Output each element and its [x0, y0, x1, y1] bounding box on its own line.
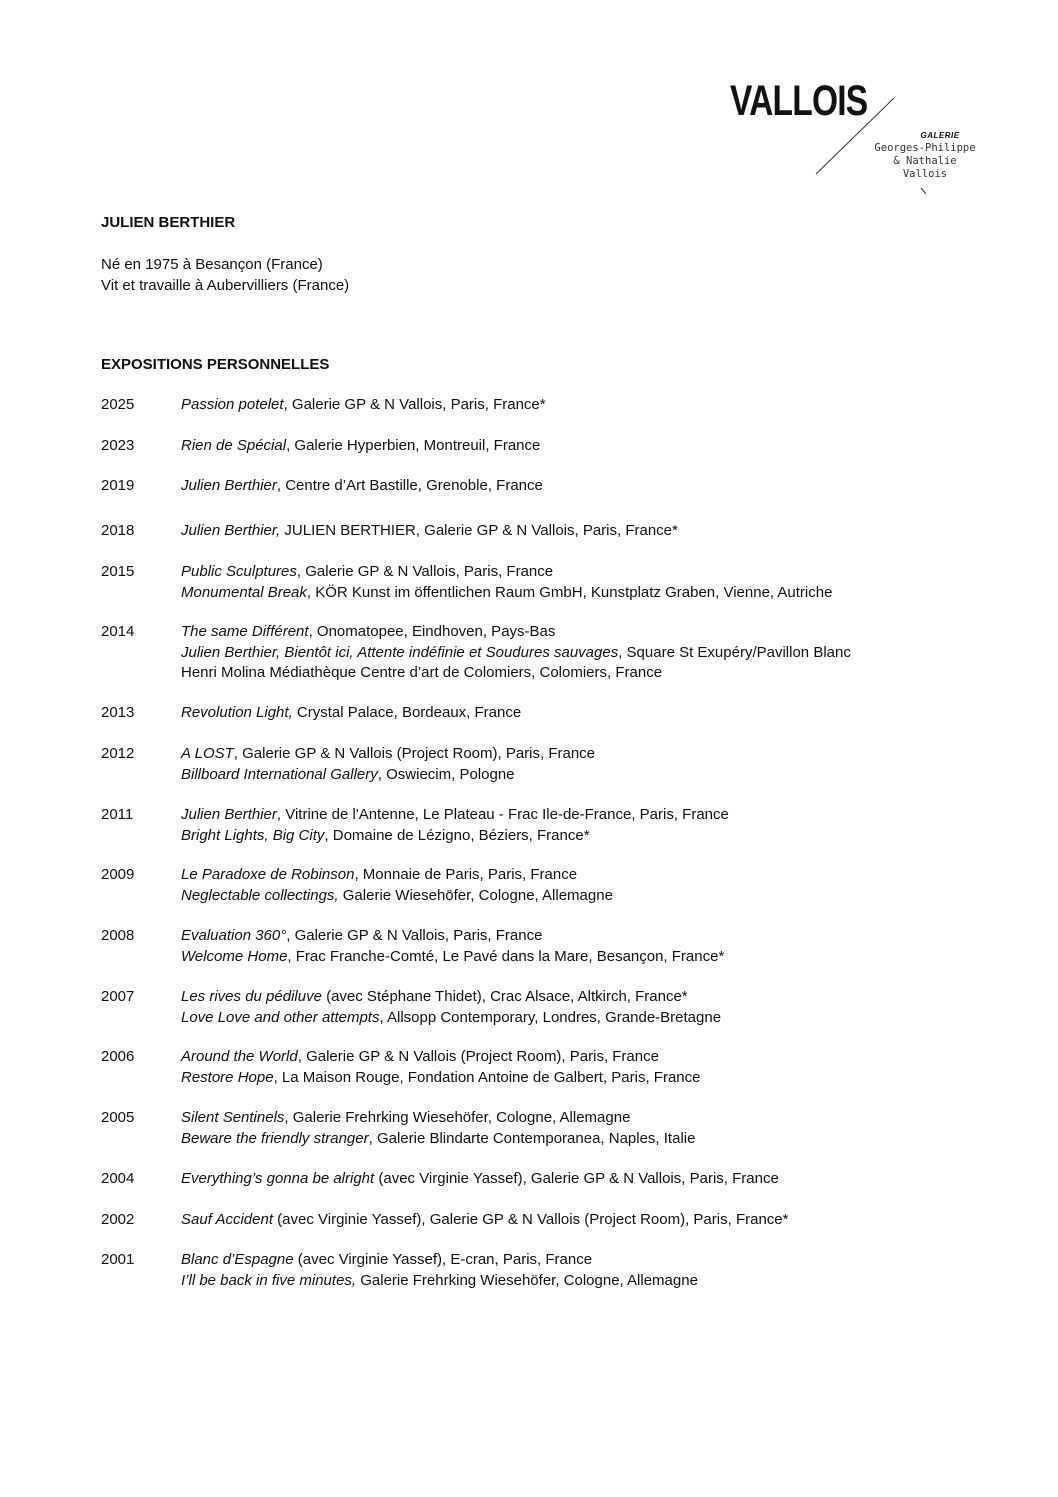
exhibition-year: 2015 [101, 563, 135, 580]
exhibition-title: Sauf Accident [181, 1211, 273, 1228]
exhibition-title: Revolution Light, [181, 704, 293, 721]
exhibition-venue: , Frac Franche-Comté, Le Pavé dans la Mare, Besançon, France* [287, 947, 725, 965]
exhibition-entry [181, 1047, 1001, 1068]
exhibition-year: 2018 [101, 522, 135, 539]
exhibition-venue: , Allsopp Contemporary, Londres, Grande-Bretagne [379, 1008, 722, 1026]
exhibition-title: Passion potelet [181, 396, 284, 413]
exhibition-entries [181, 1108, 1001, 1149]
logo-name-line: Georges-Philippe [874, 142, 976, 154]
logo-gallery-names [865, 142, 985, 181]
exhibition-venue: , Square St Exupéry/Pavillon Blanc [618, 643, 851, 661]
exhibition-title: Welcome Home [181, 947, 288, 965]
exhibition-entries [181, 1250, 1001, 1291]
exhibition-title: Billboard International Gallery [181, 765, 378, 783]
exhibition-year: 2019 [101, 477, 135, 494]
exhibition-entry [181, 826, 1001, 847]
exhibition-entry [181, 886, 1001, 907]
logo-name-line: & Nathalie [893, 155, 957, 167]
exhibition-entry [181, 1129, 1001, 1150]
exhibition-entry [181, 947, 1001, 968]
exhibition-entries [181, 926, 1001, 967]
exhibition-venue: , Oswiecim, Pologne [377, 765, 515, 783]
exhibition-venue: , Vitrine de l'Antenne, Le Plateau - Frac Ile-de-France, Paris, France [276, 806, 729, 823]
exhibition-venue: , Onomatopee, Eindhoven, Pays-Bas [308, 623, 556, 640]
exhibition-entries [181, 1210, 1001, 1231]
exhibition-venue: , Galerie Blindarte Contemporanea, Naples, Italie [368, 1129, 696, 1147]
exhibition-entry [181, 395, 1001, 416]
exhibition-entry [181, 1008, 1001, 1029]
exhibition-year: 2004 [101, 1170, 135, 1187]
exhibition-year: 2025 [101, 396, 135, 413]
exhibition-entries [181, 744, 1001, 785]
exhibition-venue: Henri Molina Médiathèque Centre d’art de Colomiers, Colomiers, France [181, 664, 663, 681]
exhibition-entries [181, 622, 1001, 684]
exhibition-title: Julien Berthier, [181, 522, 281, 539]
exhibition-entry [181, 1250, 1001, 1271]
exhibition-title: Le Paradoxe de Robinson [181, 866, 355, 883]
exhibition-entry [181, 805, 1001, 826]
exhibition-venue: , La Maison Rouge, Fondation Antoine de Galbert, Paris, France [273, 1068, 701, 1086]
exhibition-entry [181, 765, 1001, 786]
exhibition-entries [181, 476, 1001, 497]
exhibition-title: Restore Hope [181, 1068, 274, 1086]
exhibition-title: Public Sculptures [181, 563, 297, 580]
exhibition-title: Rien de Spécial [181, 437, 287, 454]
exhibition-entries [181, 436, 1001, 457]
exhibition-venue: , Galerie GP & N Vallois (Project Room), Paris, France [233, 745, 596, 762]
section-title: EXPOSITIONS PERSONNELLES [101, 356, 330, 373]
exhibition-venue: , Galerie Frehrking Wiesehöfer, Cologne, Allemagne [284, 1109, 631, 1126]
exhibition-entries [181, 987, 1001, 1028]
exhibition-entries [181, 521, 1001, 542]
exhibition-entry [181, 436, 1001, 457]
exhibition-venue: , Centre d’Art Bastille, Grenoble, France [276, 477, 543, 494]
artist-name: JULIEN BERTHIER [101, 214, 236, 231]
exhibition-venue: (avec Virginie Yassef), Galerie GP & N Vallois, Paris, France [374, 1170, 779, 1187]
exhibition-entry [181, 926, 1001, 947]
logo-wordmark: VALLOIS [730, 77, 868, 125]
exhibition-title: A LOST [181, 745, 234, 762]
exhibition-title: Everything’s gonna be alright [181, 1170, 375, 1187]
exhibition-entries [181, 562, 1001, 603]
exhibition-entry [181, 1108, 1001, 1129]
exhibition-year: 2012 [101, 745, 135, 762]
exhibition-entries [181, 805, 1001, 846]
exhibition-year: 2007 [101, 988, 135, 1005]
exhibition-entries [181, 1047, 1001, 1088]
exhibition-entry [181, 865, 1001, 886]
exhibition-entry [181, 703, 1001, 724]
exhibition-title: Love Love and other attempts [181, 1008, 380, 1026]
exhibition-entry [181, 1271, 1001, 1292]
exhibition-venue: Galerie Wiesehöfer, Cologne, Allemagne [338, 886, 613, 904]
logo-galerie-label: GALERIE [920, 131, 960, 140]
exhibition-entry [181, 1068, 1001, 1089]
exhibition-entry [181, 663, 1001, 684]
exhibition-title: Julien Berthier [181, 806, 277, 823]
exhibition-entry [181, 562, 1001, 583]
exhibition-entry [181, 1210, 1001, 1231]
exhibition-title: Neglectable collectings, [181, 886, 339, 904]
exhibition-venue: , Galerie GP & N Vallois (Project Room), Paris, France [297, 1048, 659, 1065]
exhibition-title: Beware the friendly stranger [181, 1129, 369, 1147]
exhibition-venue: , KÖR Kunst im öffentlichen Raum GmbH, Kunstplatz Graben, Vienne, Autriche [306, 583, 833, 601]
exhibition-entries [181, 865, 1001, 906]
exhibition-entry [181, 622, 1001, 643]
exhibition-venue: Galerie Frehrking Wiesehöfer, Cologne, Allemagne [356, 1271, 698, 1289]
exhibition-venue: , Galerie Hyperbien, Montreuil, France [286, 437, 541, 454]
exhibition-venue: (avec Stéphane Thidet), Crac Alsace, Altkirch, France* [321, 988, 688, 1005]
gallery-logo [730, 78, 990, 208]
exhibition-year: 2008 [101, 927, 135, 944]
exhibition-title: Around the World [181, 1048, 298, 1065]
exhibition-year: 2013 [101, 704, 135, 721]
exhibition-title: Julien Berthier [181, 477, 277, 494]
exhibition-title: I’ll be back in five minutes, [181, 1271, 357, 1289]
exhibition-venue: (avec Virginie Yassef), Galerie GP & N Vallois (Project Room), Paris, France* [273, 1211, 789, 1228]
exhibition-entry [181, 987, 1001, 1008]
exhibition-title: Blanc d’Espagne [181, 1251, 294, 1268]
exhibition-entry [181, 476, 1001, 497]
exhibition-venue: (avec Virginie Yassef), E-cran, Paris, France [293, 1251, 593, 1268]
exhibition-year: 2009 [101, 866, 135, 883]
exhibition-title: Monumental Break [181, 583, 307, 601]
exhibition-year: 2014 [101, 623, 135, 640]
exhibition-entry [181, 1169, 1001, 1190]
exhibition-year: 2023 [101, 437, 135, 454]
exhibition-title: Evaluation 360° [181, 927, 287, 944]
exhibition-year: 2005 [101, 1109, 135, 1126]
exhibition-entries [181, 395, 1001, 416]
exhibition-entry [181, 643, 1001, 664]
exhibition-venue: Crystal Palace, Bordeaux, France [292, 704, 522, 721]
birth-info: Né en 1975 à Besançon (France) [101, 256, 323, 273]
artist-bio [101, 254, 349, 296]
exhibition-title: Les rives du pédiluve [181, 988, 322, 1005]
exhibition-title: The same Différent [181, 623, 309, 640]
exhibition-entry [181, 744, 1001, 765]
exhibition-entries [181, 703, 1001, 724]
exhibition-title: Silent Sentinels [181, 1109, 285, 1126]
exhibition-venue: , Domaine de Lézigno, Béziers, France* [324, 826, 590, 844]
exhibition-venue: , Galerie GP & N Vallois, Paris, France* [283, 396, 546, 413]
exhibition-year: 2001 [101, 1251, 135, 1268]
exhibition-entry [181, 583, 1001, 604]
exhibition-entry [181, 521, 1001, 542]
residence-info: Vit et travaille à Aubervilliers (France) [101, 277, 350, 294]
exhibition-title: Bright Lights, Big City [181, 826, 325, 844]
exhibition-venue: , Galerie GP & N Vallois, Paris, France [296, 563, 554, 580]
logo-name-line: Vallois [902, 168, 948, 180]
exhibition-venue: JULIEN BERTHIER, Galerie GP & N Vallois, Paris, France* [280, 522, 678, 539]
exhibition-year: 2006 [101, 1048, 135, 1065]
exhibition-year: 2002 [101, 1211, 135, 1228]
exhibition-venue: , Galerie GP & N Vallois, Paris, France [286, 927, 543, 944]
exhibition-title: Julien Berthier, Bientôt ici, Attente indéfinie et Soudures sauvages [181, 643, 619, 661]
exhibition-year: 2011 [101, 806, 134, 823]
exhibition-entries [181, 1169, 1001, 1190]
exhibition-venue: , Monnaie de Paris, Paris, France [354, 866, 578, 883]
